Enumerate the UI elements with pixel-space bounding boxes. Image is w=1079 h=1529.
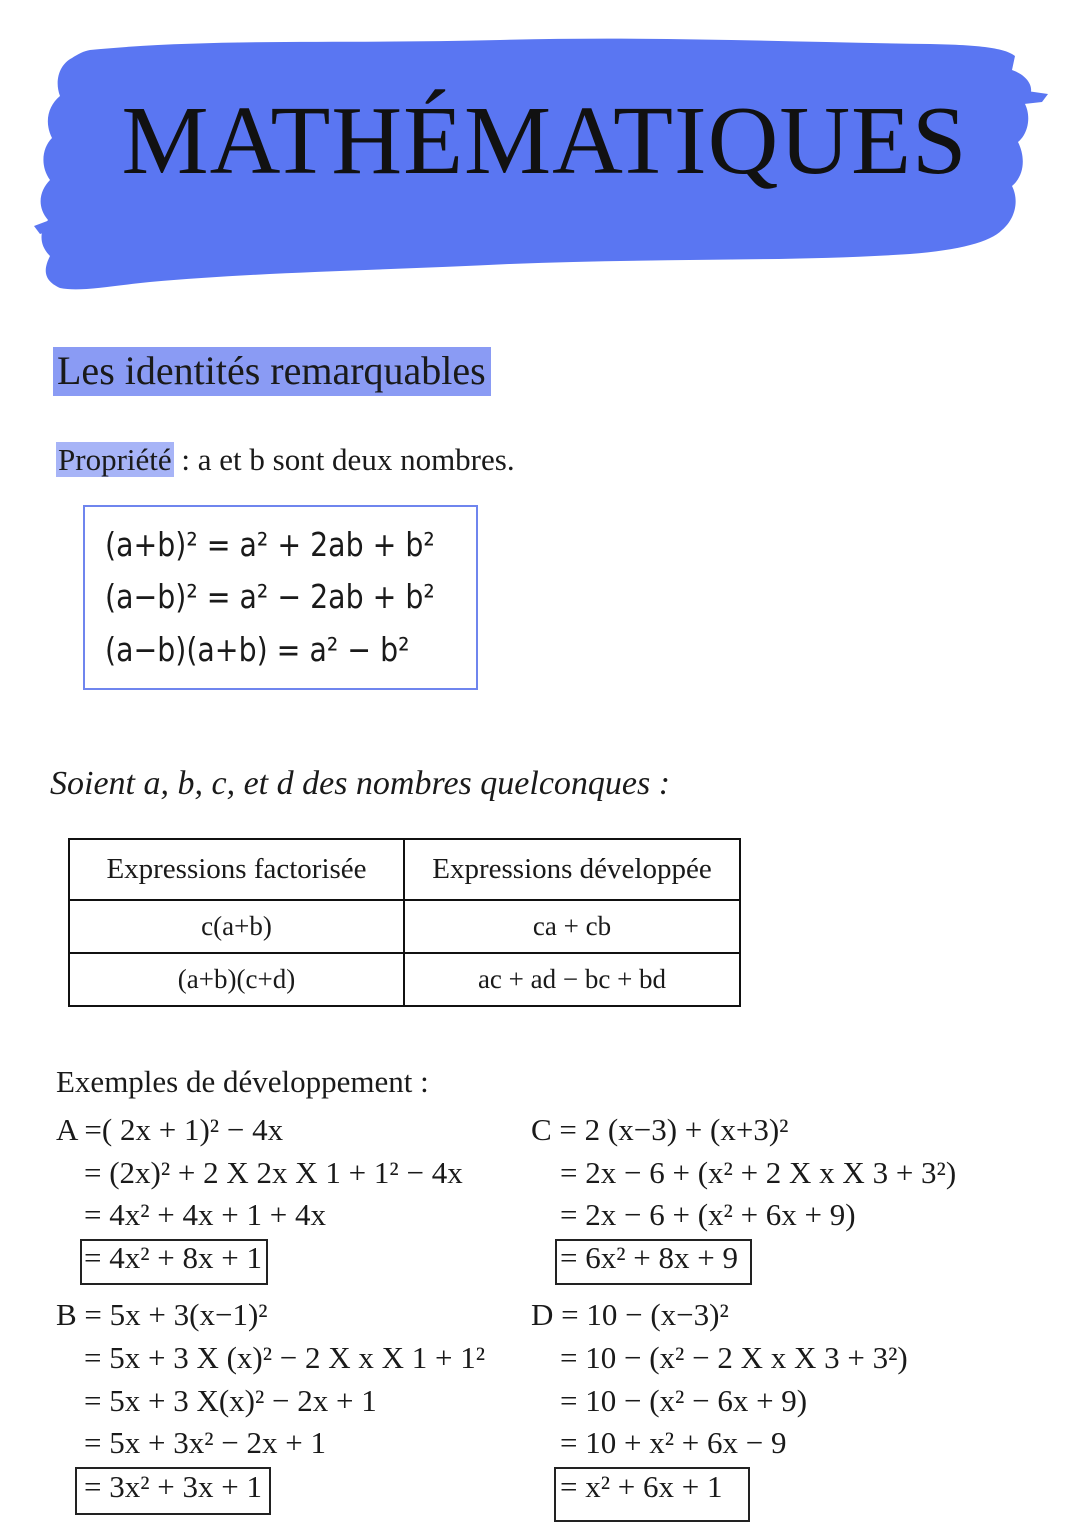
identity-square-difference: (a−b)² = a² − 2ab + b² <box>105 577 435 616</box>
identity-square-sum: (a+b)² = a² + 2ab + b² <box>105 525 435 564</box>
example-a-line: = (2x)² + 2 X 2x X 1 + 1² − 4x <box>84 1155 463 1190</box>
example-b-line: = 5x + 3 X(x)² − 2x + 1 <box>84 1383 377 1418</box>
example-b-line: = 5x + 3 X (x)² − 2 X x X 1 + 1² <box>84 1340 486 1375</box>
example-d-line: = 10 + x² + 6x − 9 <box>560 1425 787 1460</box>
identity-product-sum-difference: (a−b)(a+b) = a² − b² <box>105 630 410 669</box>
section-heading: Les identités remarquables <box>53 347 491 396</box>
examples-title: Exemples de développement : <box>56 1064 429 1099</box>
example-d-line: = 10 − (x² − 2 X x X 3 + 3²) <box>560 1340 908 1375</box>
example-c-result: = 6x² + 8x + 9 <box>560 1240 738 1275</box>
table-cell: (a+b)(c+d) <box>69 953 404 1006</box>
identities-box <box>83 505 478 690</box>
page-title: MATHÉMATIQUES <box>121 87 968 195</box>
table-row <box>69 900 740 953</box>
example-a-line: = 4x² + 4x + 1 + 4x <box>84 1197 326 1232</box>
header-developed: Expressions développée <box>404 839 740 900</box>
example-b-line: = 5x + 3x² − 2x + 1 <box>84 1425 326 1460</box>
table-row <box>69 953 740 1006</box>
property-statement <box>56 442 515 478</box>
expressions-table <box>68 838 741 1007</box>
example-d-line: = 10 − (x² − 6x + 9) <box>560 1383 808 1418</box>
example-c-line: = 2x − 6 + (x² + 6x + 9) <box>560 1197 856 1232</box>
table-cell: c(a+b) <box>69 900 404 953</box>
table-header-row <box>69 839 740 900</box>
header-factorised: Expressions factorisée <box>69 839 404 900</box>
example-c-line: C = 2 (x−3) + (x+3)² <box>531 1112 789 1147</box>
example-d-line: D = 10 − (x−3)² <box>531 1297 729 1332</box>
property-term: Propriété <box>58 442 172 477</box>
example-a-result: = 4x² + 8x + 1 <box>84 1240 262 1275</box>
table-cell: ca + cb <box>404 900 740 953</box>
example-b-result: = 3x² + 3x + 1 <box>84 1469 262 1504</box>
intro-sentence: Soient a, b, c, et d des nombres quelconques : <box>50 765 671 802</box>
example-b-line: B = 5x + 3(x−1)² <box>56 1297 268 1332</box>
example-c-line: = 2x − 6 + (x² + 2 X x X 3 + 3²) <box>560 1155 957 1190</box>
property-text: : a et b sont deux nombres. <box>173 442 515 477</box>
example-d-result: = x² + 6x + 1 <box>560 1469 723 1504</box>
table-cell: ac + ad − bc + bd <box>404 953 740 1006</box>
example-a-line: A =( 2x + 1)² − 4x <box>56 1112 284 1147</box>
